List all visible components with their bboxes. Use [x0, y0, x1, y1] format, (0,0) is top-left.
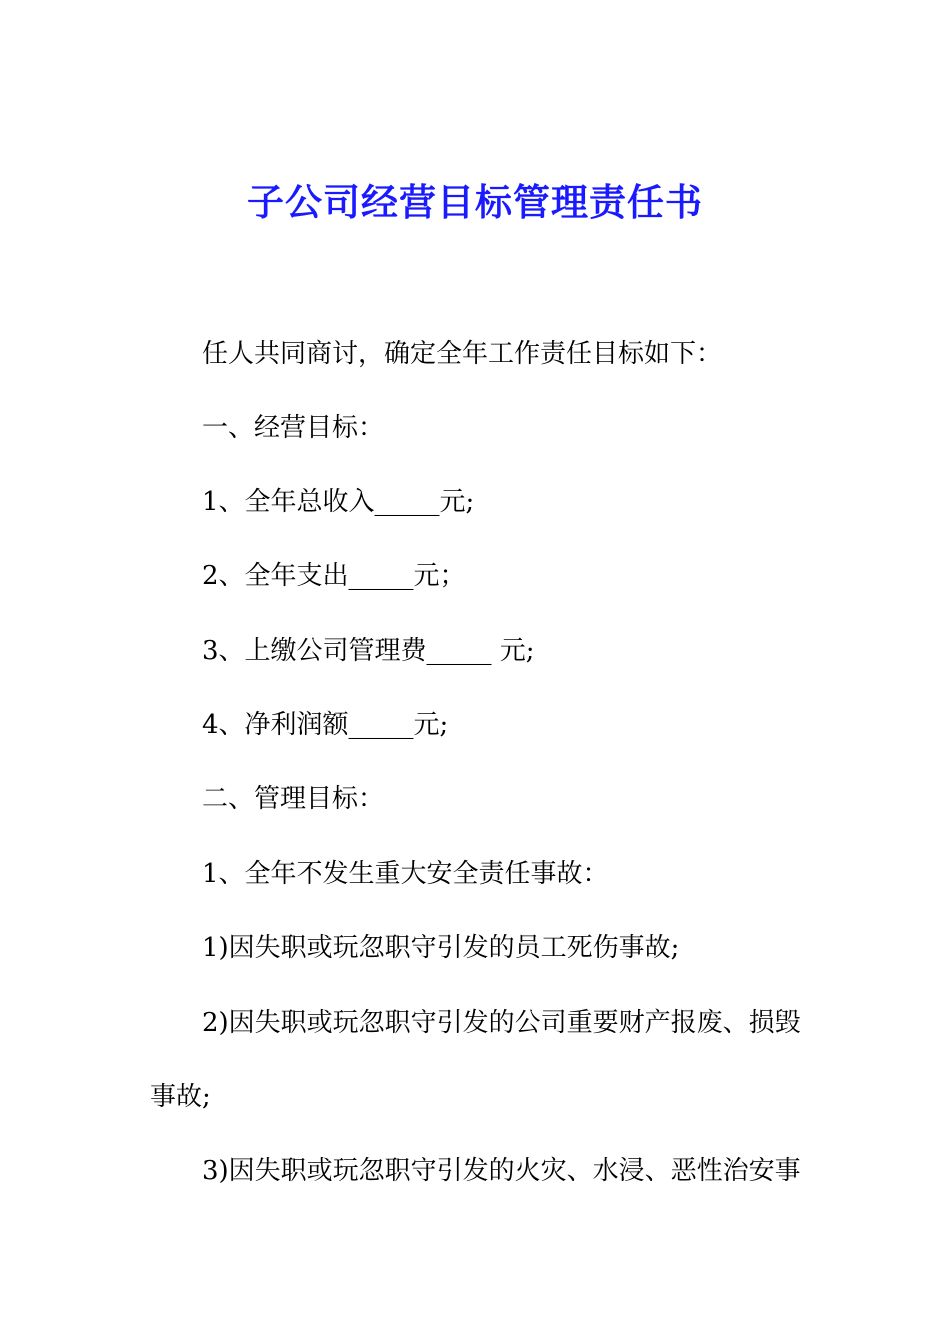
section-heading: 一、经营目标： — [202, 413, 385, 443]
list-item-continuation: 事故; — [150, 1082, 211, 1112]
list-item: 2)因失职或玩忽职守引发的公司重要财产报废、损毁 — [202, 1008, 801, 1038]
list-item: 3)因失职或玩忽职守引发的火灾、水浸、恶性治安事 — [202, 1156, 801, 1186]
paragraph: 任人共同商讨，确定全年工作责任目标如下： — [202, 339, 723, 369]
list-item: 2、全年支出_____元； — [202, 561, 466, 591]
list-item: 3、上缴公司管理费_____ 元; — [202, 636, 535, 666]
section-heading: 二、管理目标： — [202, 784, 385, 814]
list-item: 1、全年不发生重大安全责任事故： — [202, 859, 609, 889]
list-item: 4、净利润额_____元; — [202, 710, 449, 740]
document-title: 子公司经营目标管理责任书 — [247, 180, 703, 224]
list-item: 1、全年总收入_____元; — [202, 487, 475, 517]
list-item: 1)因失职或玩忽职守引发的员工死伤事故; — [202, 933, 680, 963]
